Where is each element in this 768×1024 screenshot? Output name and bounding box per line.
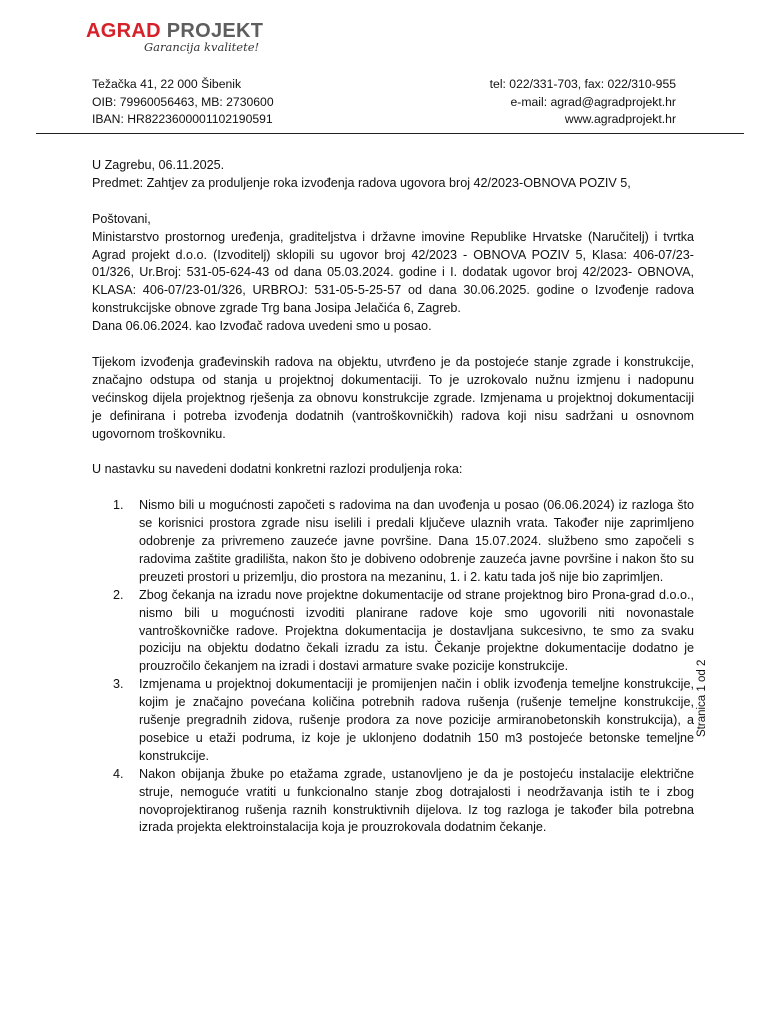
reason-text: Zbog čekanja na izradu nove projektne dokumentacije od strane projektnog biro Prona-grad d.o.o., nismo bili u mogućnosti izvoditi planirane radove koje smo ugovorili niti novonastale vantroškovničke radove. Projektna dokumentacija je dostavljana sukcesivno, te smo za svaku poziciju na objektu dodatno čekali izradu za istu. Čekanje projektne dokumentacije dodatno je prouzročilo čekanjem na izradi i dostavi armature svake pozicije konstrukcije. [139, 587, 694, 674]
logo-slogan: Garancija kvalitete! [144, 40, 260, 54]
logo-wordmark [86, 20, 286, 42]
company-iban: IBAN: HR8223600001102190591 [92, 112, 273, 126]
letter-paragraph-start: Dana 06.06.2024. kao Izvođač radova uvedeni smo u posao. [92, 319, 432, 334]
reasons-list [92, 497, 694, 837]
company-email: e-mail: agrad@agradprojekt.hr [510, 94, 676, 109]
company-phone-fax: tel: 022/331-703, fax: 022/310-955 [489, 77, 676, 91]
reason-item-2 [92, 587, 694, 677]
spacer [92, 443, 694, 461]
header-divider [36, 133, 744, 134]
spacer [92, 479, 694, 497]
reason-item-3 [92, 676, 694, 766]
reason-text: Izmjenama u projektnoj dokumentaciji je promijenjen način i oblik izvođenja temeljne konstrukcije, kojim je značajno povećana količina potrebnih radova rušenja (rušenje temeljne konstrukcije, rušenje pregradnih zidova, rušenje prodora za nove pozicije armiranobetonskih konstrukcija), a posebice u etaži podruma, iz koje je uklonjeno dodatnih 150 m3 postojeće betonske temeljne konstrukcije. [139, 677, 694, 763]
logo-brand-projekt: PROJEKT [166, 20, 264, 42]
reason-number: 3. [113, 677, 124, 692]
company-address: Težačka 41, 22 000 Šibenik [92, 77, 242, 91]
letter-subject: Predmet: Zahtjev za produljenje roka izvođenja radova ugovora broj 42/2023-OBNOVA POZIV 5, [92, 175, 631, 190]
company-oib-mb: OIB: 79960056463, MB: 2730600 [92, 94, 274, 109]
reason-number: 2. [113, 587, 124, 602]
letter-paragraph-contract: Ministarstvo prostornog uređenja, graditeljstva i državne imovine Republike Hrvatske (Naručitelj) i tvrtka Agrad projekt d.o.o. (Izvoditelj) sklopili su ugovor broj 42/2023 - OBNOVA POZIV 5, Klasa: 406-07/23-01/326, Ur.Broj: 531-05-624-43 od dana 05.03.2024. godine i I. dodatak ugovor broj 42/2023- OBNOVA, KLASA: 406-07/23-01/326, URBROJ: 531-05-5-25-57 od dana 30.06.2025. godine o Izvođenje radova konstrukcijske obnove zgrade Trg bana Josipa Jelačića 6, Zagreb. [92, 229, 694, 316]
page-number-label: Stranica 1 od 2 [696, 659, 708, 737]
company-logo [86, 20, 286, 54]
letter-salutation: Poštovani, [92, 211, 151, 226]
letter-paragraph-reasons-intro: U nastavku su navedeni dodatni konkretni razlozi produljenja roka: [92, 462, 463, 477]
reason-item-4 [92, 766, 694, 838]
letter-place-date: U Zagrebu, 06.11.2025. [92, 158, 225, 172]
company-info-left [92, 76, 274, 129]
reason-item-1 [92, 497, 694, 587]
company-info-right [490, 76, 676, 129]
reason-number: 4. [113, 766, 124, 781]
reason-number: 1. [113, 498, 124, 513]
letter-paragraph-changes: Tijekom izvođenja građevinskih radova na objektu, utvrđeno je da postojeće stanje zgrade i konstrukcije, značajno odstupa od stanja u projektnoj dokumentaciji. To je uzrokovalo nužnu izmjenu i nadopunu većinskog dijela projektnog rješenja za obnovu konstrukcije zgrade. Izmjenama u projektnoj dokumentaciji je definirana i potreba izvođenja dodatnih (vantroškovničkih) radova koji nisu sadržani u osnovnom ugovornom troškovniku. [92, 354, 694, 441]
reason-text: Nismo bili u mogućnosti započeti s radovima na dan uvođenja u posao (06.06.2024) iz razloga što se korisnici prostora zgrade nisu iselili i predali ključeve ulaznih vrata. Također nije zaprimljeno odobrenje za privremeno zauzeće javne površine. Dana 15.07.2024. službeno smo započeli s radovima zaštite gradilišta, nakon što je dobiveno odobrenje zauzeća javne površine i nakon što su preuzeti prostori u prizemlju, dio prostora na mezaninu, 1. i 2. katu tada još nije bio zaprimljen. [139, 498, 694, 584]
logo-brand-agrad: AGRAD [86, 20, 161, 42]
reason-text: Nakon obijanja žbuke po etažama zgrade, ustanovljeno je da je postojeću instalacije električne struje, nemoguće vratiti u funkcionalno stanje zbog dotrajalosti i neodržavanja istih te i zbog novoprojektiranog rušenja raznih konstruktivnih dijelova. Iz tog razloga je također bila potrebna izrada projekta elektroinstalacija koja je prouzrokovala dodatnim čekanje. [139, 766, 694, 835]
spacer [92, 336, 694, 354]
letter-body [92, 157, 694, 837]
spacer [92, 193, 694, 211]
company-website: www.agradprojekt.hr [564, 112, 676, 126]
